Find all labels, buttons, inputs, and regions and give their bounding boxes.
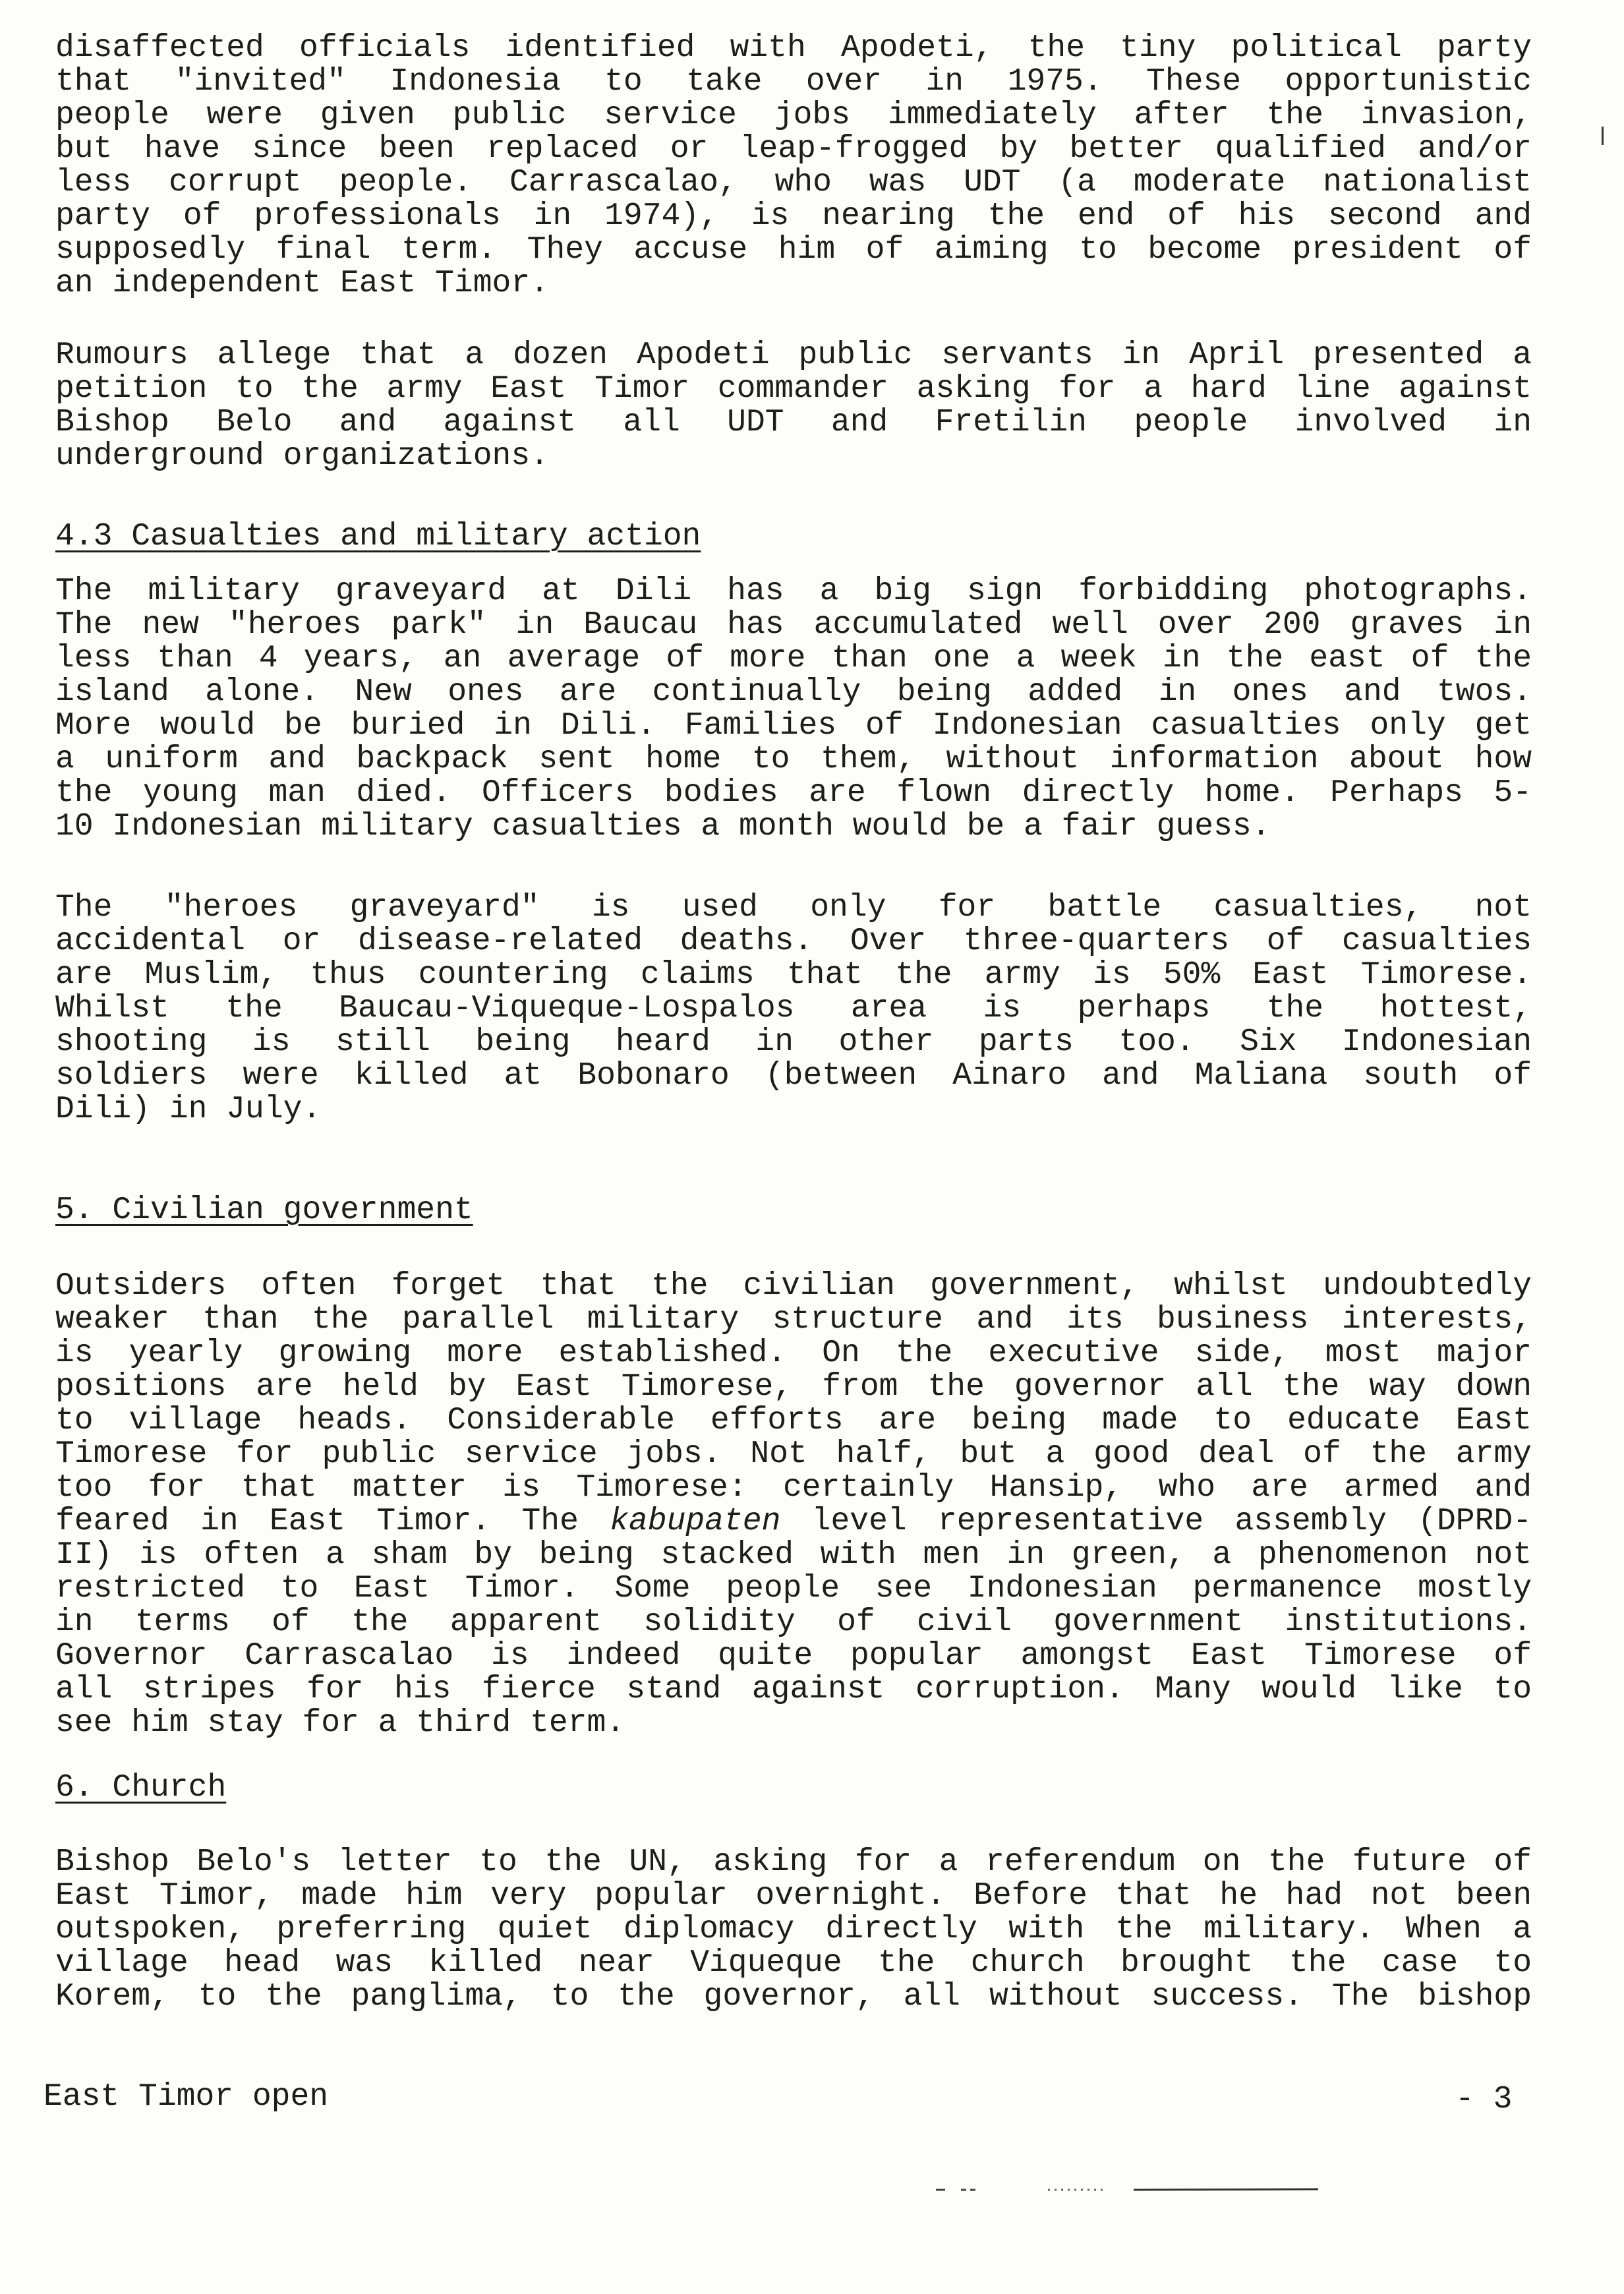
text-line: restricted to East Timor. Some people see Indonesian permanence mostly	[55, 1572, 1532, 1606]
text-line: people were given public service jobs immediately after the invasion,	[55, 99, 1532, 132]
text-line: the young man died. Officers bodies are flown directly home. Perhaps 5-	[55, 777, 1532, 810]
paragraph	[55, 32, 1532, 301]
text-line: More would be buried in Dili. Families of Indonesian casualties only get	[55, 709, 1532, 743]
text-line: all stripes for his fierce stand against corruption. Many would like to	[55, 1673, 1532, 1707]
paragraph	[55, 339, 1532, 473]
section-heading: 4.3 Casualties and military action	[55, 519, 701, 554]
scan-artifact-lines	[923, 2175, 1351, 2202]
text-line: soldiers were killed at Bobonaro (between Ainaro and Maliana south of	[55, 1059, 1532, 1093]
text-line: are Muslim, thus countering claims that the army is 50% East Timorese.	[55, 958, 1532, 992]
text-line: Outsiders often forget that the civilian government, whilst undoubtedly	[55, 1270, 1532, 1303]
text-line: in terms of the apparent solidity of civil government institutions.	[55, 1606, 1532, 1639]
paragraph	[55, 1270, 1532, 1740]
paragraph	[55, 1846, 1532, 2014]
page-number: - 3	[1455, 2082, 1513, 2117]
text-line: village head was killed near Viqueque the church brought the case to	[55, 1947, 1532, 1980]
text-line: island alone. New ones are continually being added in ones and twos.	[55, 676, 1532, 709]
text-line: see him stay for a third term.	[55, 1707, 625, 1740]
text-line: weaker than the parallel military structure and its business interests,	[55, 1303, 1532, 1337]
text-line: Timorese for public service jobs. Not half, but a good deal of the army	[55, 1438, 1532, 1471]
text-line: accidental or disease-related deaths. Over three-quarters of casualties	[55, 925, 1532, 958]
section-heading: 5. Civilian government	[55, 1192, 473, 1228]
text-line: Bishop Belo and against all UDT and Fretilin people involved in	[55, 406, 1532, 440]
text-segment: level representative assembly (DPRD-	[780, 1505, 1532, 1539]
text-line: Korem, to the panglima, to the governor, all without success. The bishop	[55, 1980, 1532, 2014]
text-line: shooting is still being heard in other parts too. Six Indonesian	[55, 1026, 1532, 1059]
text-segment: feared in East Timor. The	[55, 1505, 610, 1539]
text-line: 10 Indonesian military casualties a month would be a fair guess.	[55, 810, 1271, 844]
text-line: The "heroes graveyard" is used only for battle casualties, not	[55, 891, 1532, 925]
italic-term: kabupaten	[610, 1505, 781, 1539]
text-line: that "invited" Indonesia to take over in 1975. These opportunistic	[55, 65, 1532, 99]
paragraph	[55, 575, 1532, 844]
text-line: an independent East Timor.	[55, 267, 549, 301]
paragraph	[55, 891, 1532, 1127]
text-line: positions are held by East Timorese, from the governor all the way down	[55, 1370, 1532, 1404]
text-line: petition to the army East Timor commander asking for a hard line against	[55, 372, 1532, 406]
text-line: a uniform and backpack sent home to them, without information about how	[55, 743, 1532, 777]
text-line: supposedly final term. They accuse him of aiming to become president of	[55, 233, 1532, 267]
text-line: is yearly growing more established. On the executive side, most major	[55, 1337, 1532, 1370]
text-line: Governor Carrascalao is indeed quite popular amongst East Timorese of	[55, 1639, 1532, 1673]
text-line: II) is often a sham by being stacked with men in green, a phenomenon not	[55, 1539, 1532, 1572]
section-heading: 6. Church	[55, 1770, 227, 1806]
text-line: The new "heroes park" in Baucau has accumulated well over 200 graves in	[55, 608, 1532, 642]
margin-scan-mark	[1602, 127, 1604, 145]
text-line: outspoken, preferring quiet diplomacy directly with the military. When a	[55, 1913, 1532, 1947]
text-line: Bishop Belo's letter to the UN, asking for a referendum on the future of	[55, 1846, 1532, 1879]
text-line: East Timor, made him very popular overnight. Before that he had not been	[55, 1879, 1532, 1913]
text-line: too for that matter is Timorese: certainly Hansip, who are armed and	[55, 1471, 1532, 1505]
text-line: less than 4 years, an average of more than one a week in the east of the	[55, 642, 1532, 676]
text-line: less corrupt people. Carrascalao, who was UDT (a moderate nationalist	[55, 166, 1532, 200]
footer-title: East Timor open	[44, 2079, 329, 2115]
text-line: Whilst the Baucau-Viqueque-Lospalos area is perhaps the hottest,	[55, 992, 1532, 1026]
text-line: The military graveyard at Dili has a big sign forbidding photographs.	[55, 575, 1532, 608]
text-line: to village heads. Considerable efforts are being made to educate East	[55, 1404, 1532, 1438]
text-line: party of professionals in 1974), is nearing the end of his second and	[55, 200, 1532, 233]
text-line: disaffected officials identified with Apodeti, the tiny political party	[55, 32, 1532, 65]
text-line: but have since been replaced or leap-frogged by better qualified and/or	[55, 132, 1532, 166]
text-line: underground organizations.	[55, 440, 549, 473]
text-line	[55, 1505, 1532, 1539]
text-line: Rumours allege that a dozen Apodeti public servants in April presented a	[55, 339, 1532, 372]
text-line: Dili) in July.	[55, 1093, 322, 1127]
